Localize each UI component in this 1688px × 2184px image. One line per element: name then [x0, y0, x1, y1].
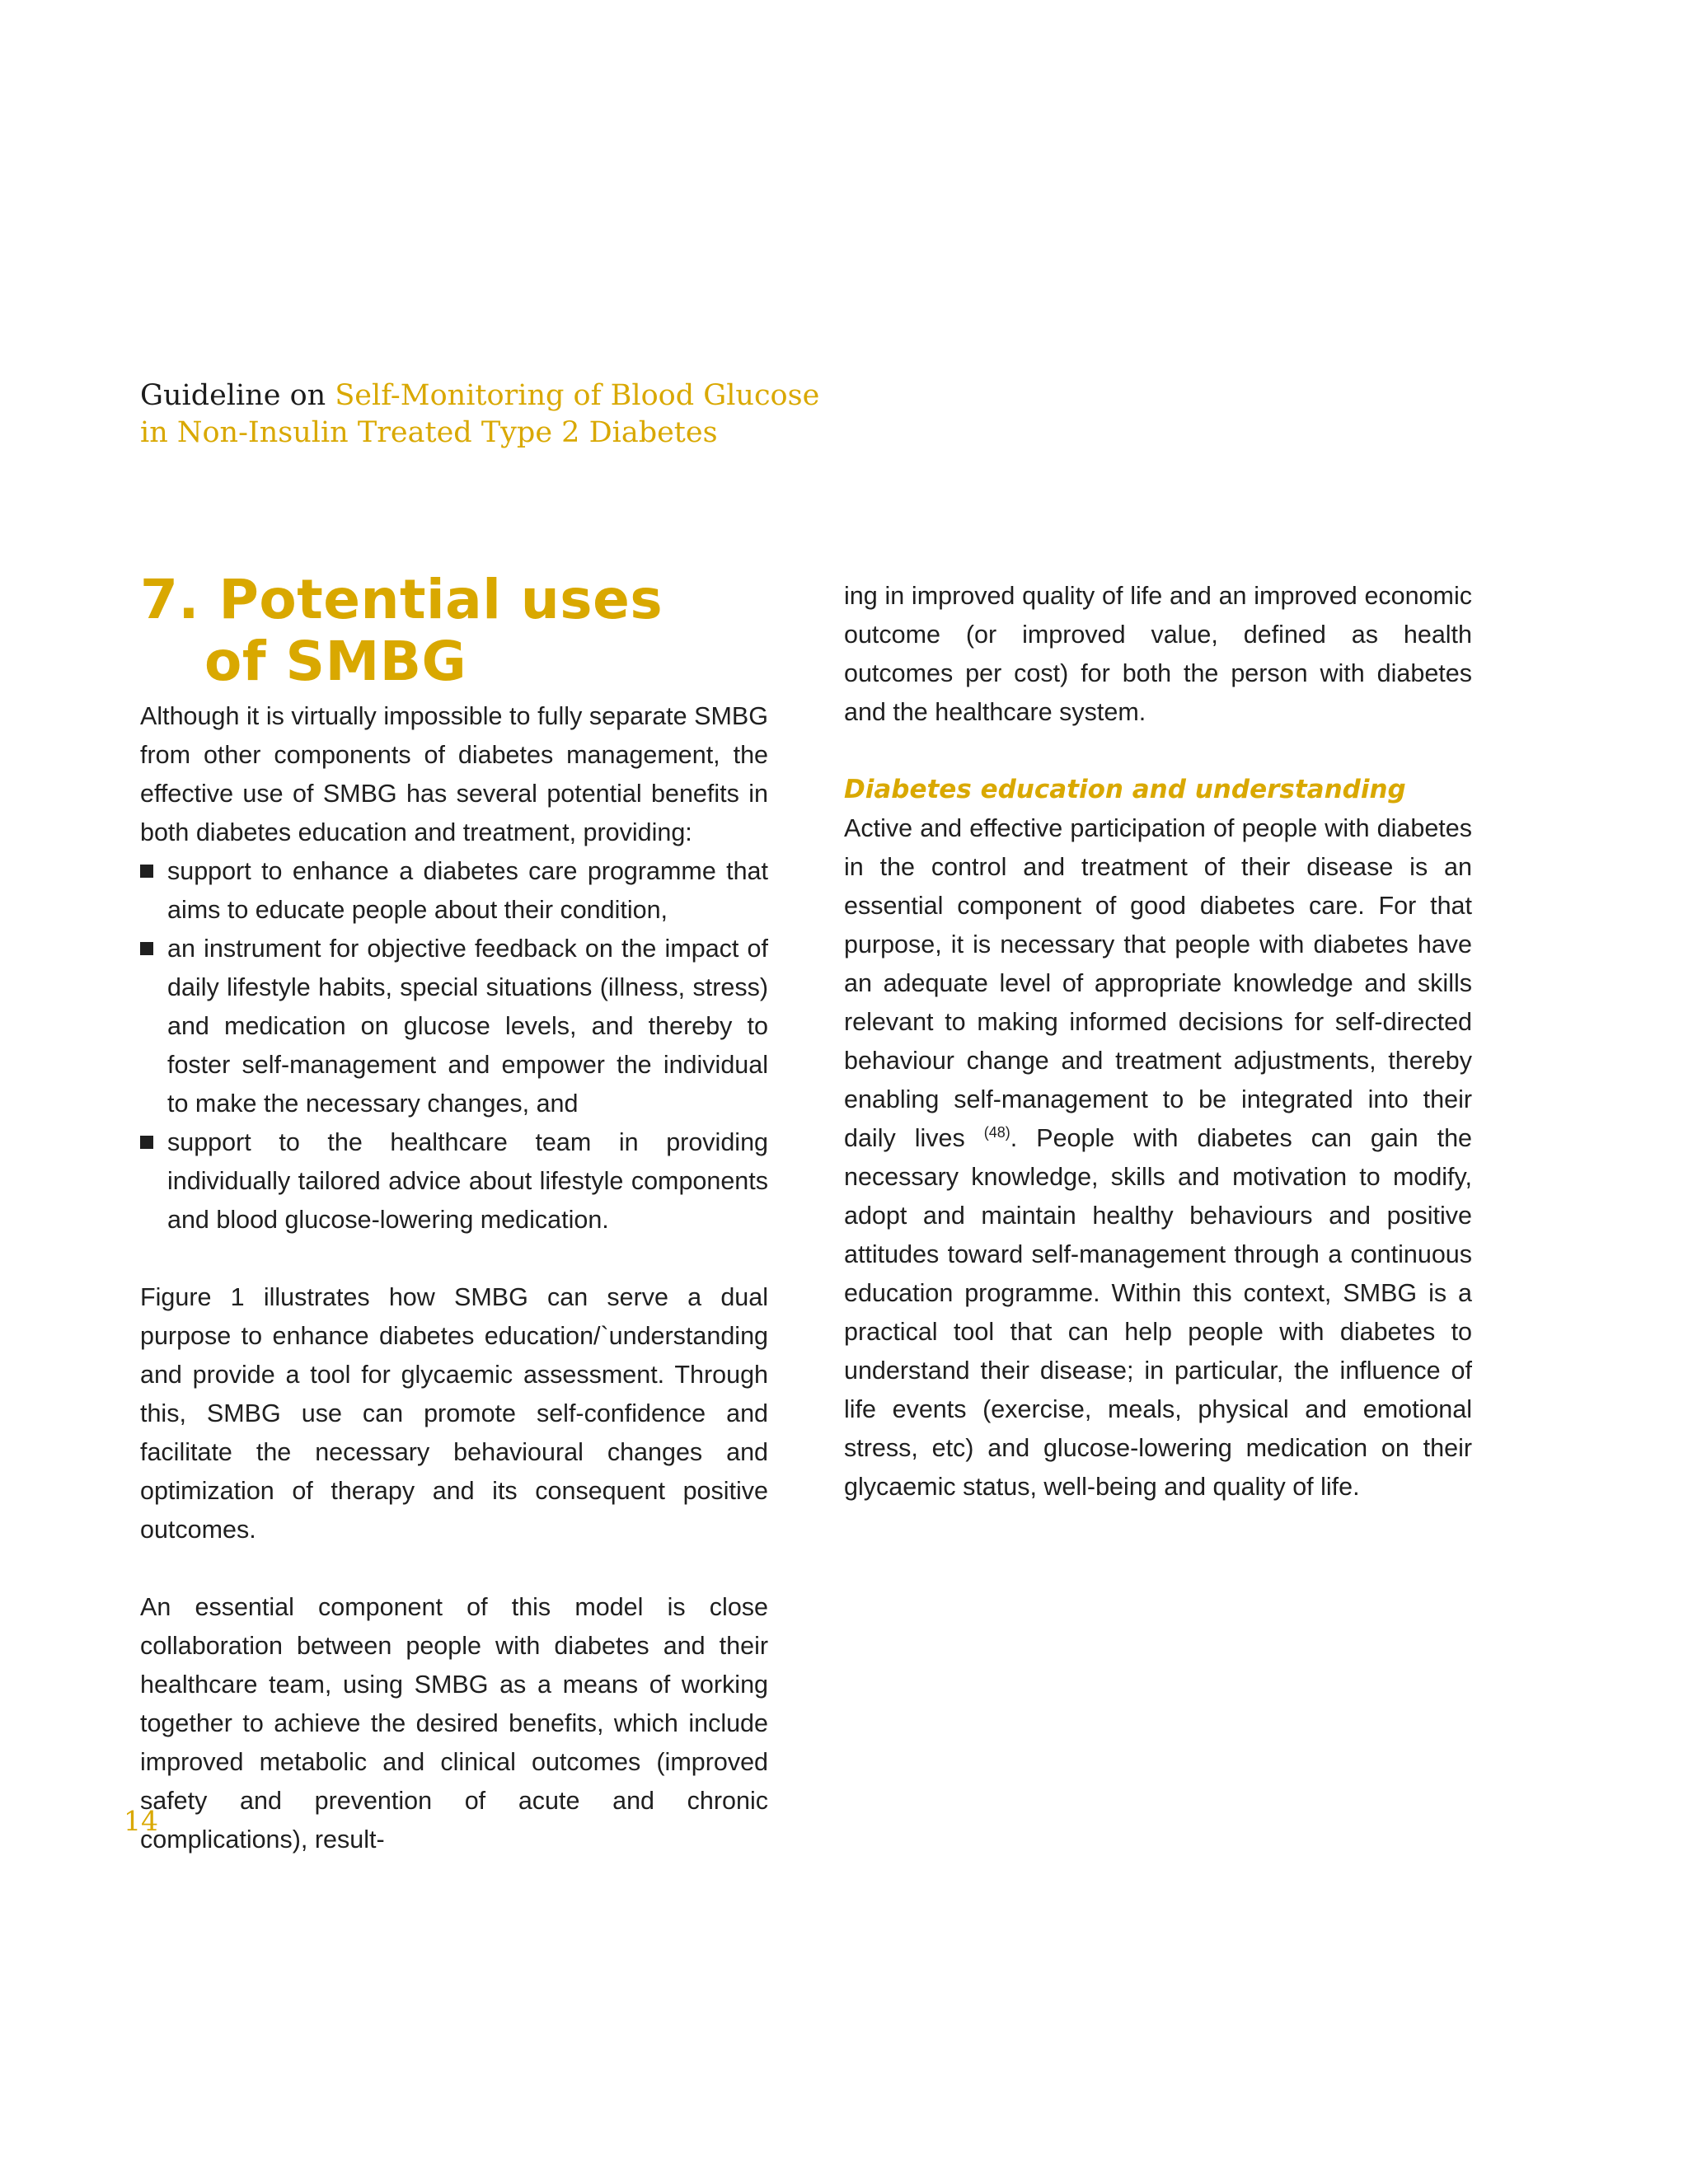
square-bullet-icon	[140, 865, 153, 878]
header-prefix: Guideline on	[140, 379, 335, 412]
list-item	[140, 852, 768, 930]
intro-paragraph: Although it is virtually impossible to fully separate SMBG from other components of diabetes management, the effective use of SMBG has several potential benefits in both diabetes education and treatment, providing:	[140, 702, 768, 846]
paragraph-spacer	[844, 732, 1472, 771]
education-text-part2: . People with diabetes can gain the necessary knowledge, skills and motivation to modify, adopt and maintain healthy behaviours and positive attitudes toward self-management through a continuous education programme. Within this context, SMBG is a practical tool that can help people with diabetes to understand their disease; in particular, the influence of life events (exercise, meals, physical and emotional stress, etc) and glucose-lowering medication on their glycaemic status, well-being and quality of life.	[844, 1124, 1472, 1501]
figure-reference-paragraph: Figure 1 illustrates how SMBG can serve a dual purpose to enhance diabetes education/`understanding and provide a tool for glycaemic assessment. Through this, SMBG use can promote self-confidence and facilitate the necessary behavioural changes and optimization of therapy and its consequent positive outcomes.	[140, 1283, 768, 1544]
education-text-part1: Active and effective participation of people with diabetes in the control and treatment of their disease is an essential component of good diabetes care. For that purpose, it is necessary that people with diabetes have an adequate level of appropriate knowledge and skills relevant to making informed decisions for self-directed behaviour change and treatment adjustments, thereby enabling self-management to be integrated into their daily lives	[844, 814, 1472, 1152]
right-column	[844, 577, 1472, 1507]
running-header	[140, 377, 882, 452]
paragraph-spacer	[140, 1240, 768, 1278]
section-title-line2: of SMBG	[204, 630, 467, 693]
citation-reference: (48)	[983, 1123, 1010, 1141]
list-item-text: support to the healthcare team in providing individually tailored advice about lifestyle components and blood glucose-lowering medication.	[167, 1128, 768, 1234]
subsection-heading: Diabetes education and understanding	[844, 775, 1406, 804]
left-column	[140, 697, 768, 1859]
square-bullet-icon	[140, 942, 153, 955]
page-number: 14	[124, 1805, 158, 1837]
list-item	[140, 1123, 768, 1240]
section-title	[140, 569, 663, 692]
list-item-text: an instrument for objective feedback on the impact of daily lifestyle habits, special situations (illness, stress) and medication on glucose levels, and thereby to foster self-management and empower the individual to make the necessary changes, and	[167, 935, 768, 1118]
header-title-line2: in Non-Insulin Treated Type 2 Diabetes	[140, 416, 718, 449]
square-bullet-icon	[140, 1136, 153, 1149]
benefits-list	[140, 852, 768, 1240]
section-title-line1: 7. Potential uses	[140, 568, 663, 631]
header-title-line1: Self-Monitoring of Blood Glucose	[335, 379, 820, 412]
list-item-text: support to enhance a diabetes care programme that aims to educate people about their condition,	[167, 857, 768, 924]
education-paragraph	[844, 809, 1472, 1507]
collaboration-paragraph: An essential component of this model is close collaboration between people with diabetes and their healthcare team, using SMBG as a means of working together to achieve the desired benefits, which include improved metabolic and clinical outcomes (improved safety and prevention of acute and chronic complications), result-	[140, 1593, 768, 1854]
list-item	[140, 930, 768, 1123]
paragraph-spacer	[140, 1549, 768, 1588]
continuation-paragraph: ing in improved quality of life and an improved economic outcome (or improved value, defined as health outcomes per cost) for both the person with diabetes and the healthcare system.	[844, 582, 1472, 726]
